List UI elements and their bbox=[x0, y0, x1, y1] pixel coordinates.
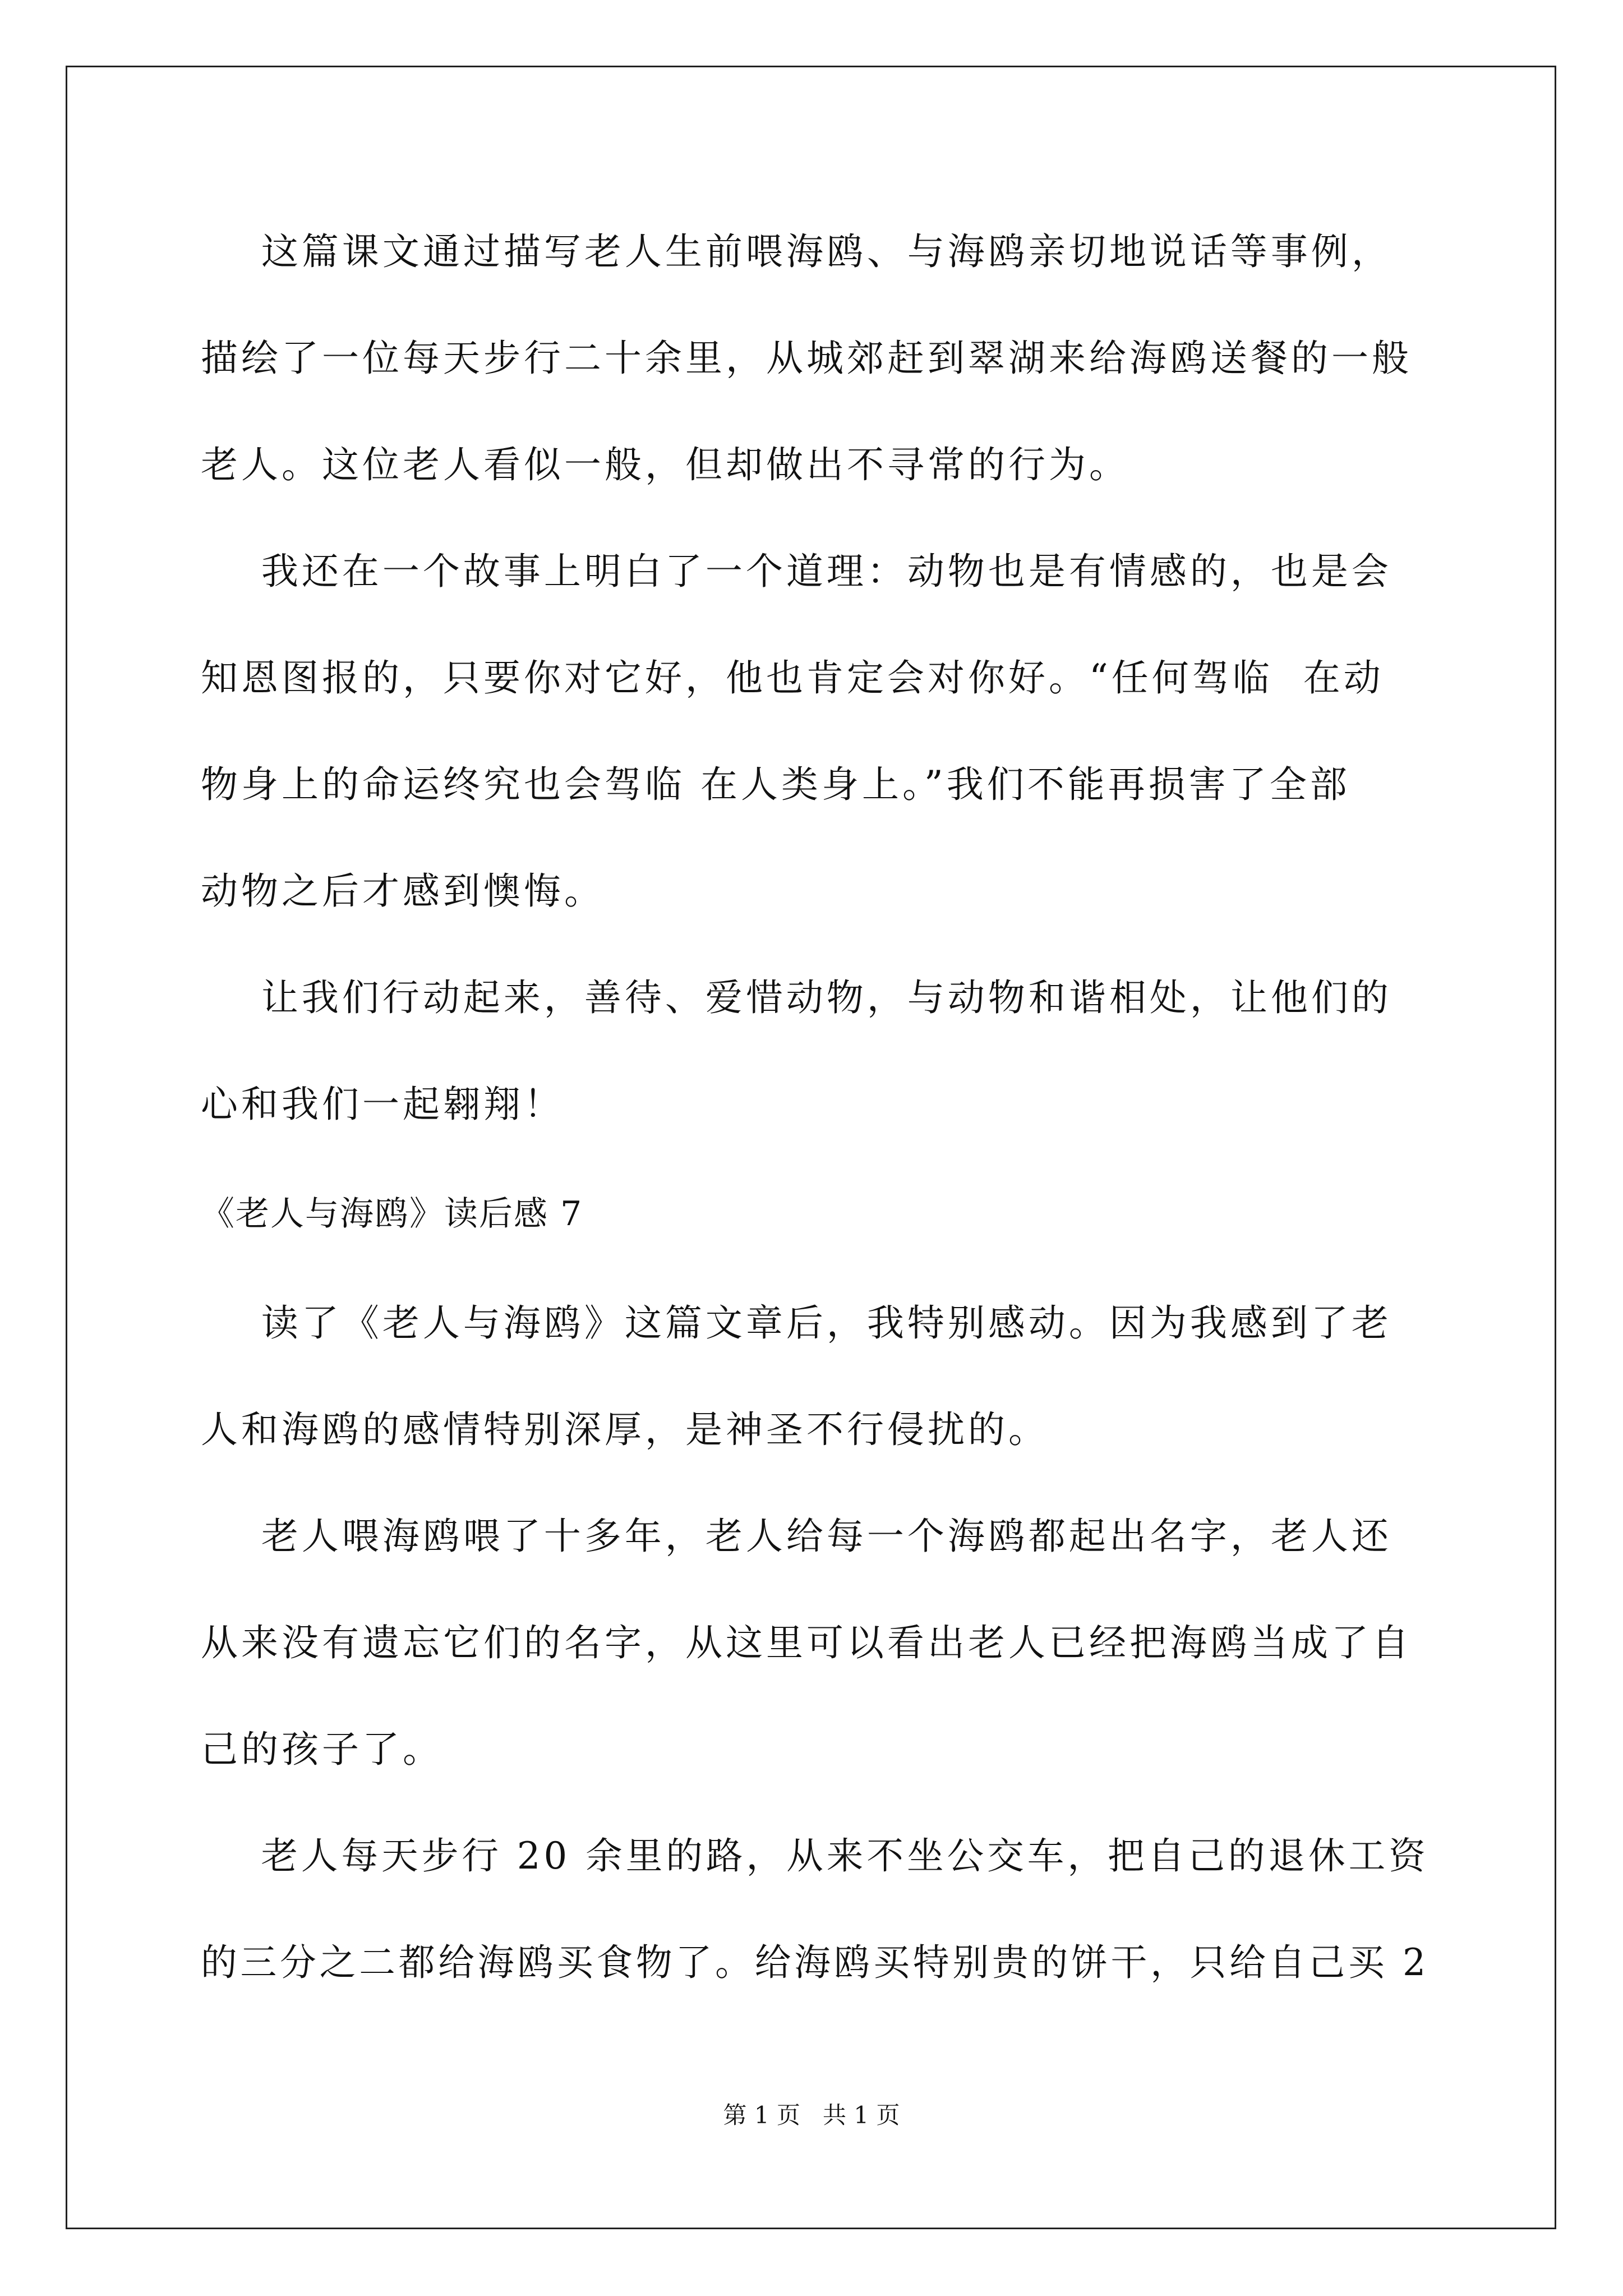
paragraph-line: 人和海鸥的感情特别深厚，是神圣不行侵扰的。 bbox=[201, 1408, 1049, 1451]
paragraph-line: 我还在一个故事上明白了一个道理：动物也是有情感的，也是会 bbox=[201, 550, 1392, 593]
paragraph-line: 的三分之二都给海鸥买食物了。给海鸥买特别贵的饼干，只给自己买 2 bbox=[201, 1941, 1429, 1984]
paragraph-line: 读了《老人与海鸥》这篇文章后，我特别感动。因为我感到了老 bbox=[201, 1301, 1392, 1345]
paragraph-line: 从来没有遗忘它们的名字，从这里可以看出老人已经把海鸥当成了自 bbox=[201, 1621, 1412, 1664]
paragraph-line: 己的孩子了。 bbox=[201, 1728, 443, 1771]
paragraph-line: 物身上的命运终究也会驾临 在人类身上。”我们不能再损害了全部 bbox=[201, 763, 1350, 806]
paragraph-line: 老人每天步行 20 余里的路，从来不坐公交车，把自己的退休工资 bbox=[201, 1834, 1429, 1878]
section-heading: 《老人与海鸥》读后感 7 bbox=[201, 1194, 583, 1234]
paragraph-line: 让我们行动起来，善待、爱惜动物，与动物和谐相处，让他们的 bbox=[201, 976, 1392, 1019]
page-footer: 第 1 页 共 1 页 bbox=[723, 2101, 900, 2129]
page-border bbox=[66, 66, 1556, 2229]
paragraph-line: 描绘了一位每天步行二十余里，从城郊赶到翠湖来给海鸥送餐的一般 bbox=[201, 337, 1412, 380]
paragraph-line: 老人。这位老人看似一般，但却做出不寻常的行为。 bbox=[201, 443, 1129, 486]
paragraph-line: 动物之后才感到懊悔。 bbox=[201, 869, 605, 913]
paragraph-line: 心和我们一起翱翔！ bbox=[201, 1083, 564, 1126]
paragraph-line: 知恩图报的，只要你对它好，他也肯定会对你好。“任何驾临 在动 bbox=[201, 656, 1384, 700]
paragraph-line: 这篇课文通过描写老人生前喂海鸥、与海鸥亲切地说话等事例， bbox=[201, 230, 1392, 273]
paragraph-line: 老人喂海鸥喂了十多年，老人给每一个海鸥都起出名字，老人还 bbox=[201, 1515, 1392, 1558]
